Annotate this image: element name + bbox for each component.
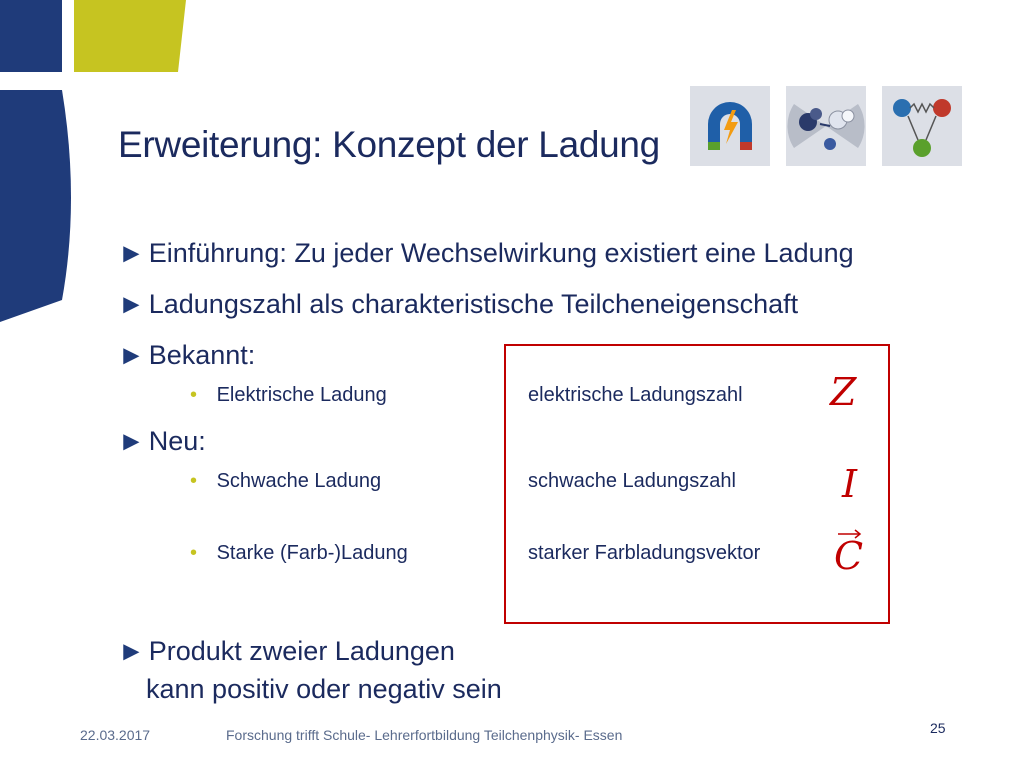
footer-text: Forschung trifft Schule- Lehrerfortbildung Teilchenphysik- Essen <box>226 727 623 743</box>
magnet-icon <box>690 86 770 166</box>
triangle-bullet-icon: ► <box>118 238 145 268</box>
particle-decay-icon <box>882 86 962 166</box>
symbol-i: I <box>842 462 858 506</box>
dot-bullet-icon: • <box>190 470 198 492</box>
particle-interaction-icon <box>786 86 866 166</box>
bullet-product-of-charges: ► Produkt zweier Ladungen <box>118 636 455 666</box>
triangle-bullet-icon: ► <box>118 340 145 370</box>
bullet-introduction: ► Einführung: Zu jeder Wechselwirkung existiert eine Ladung <box>118 238 854 268</box>
bullet-known: ► Bekannt: <box>118 340 256 370</box>
electric-charge-number: elektrische Ladungszahl <box>528 384 743 406</box>
triangle-bullet-icon: ► <box>118 636 145 666</box>
strong-charge-vector: starker Farbladungsvektor <box>528 542 761 564</box>
dot-bullet-icon: • <box>190 384 198 406</box>
slide-title: Erweiterung: Konzept der Ladung <box>118 124 660 165</box>
sub-bullet-electric-charge: • Elektrische Ladung <box>190 384 387 406</box>
dot-bullet-icon: • <box>190 542 198 564</box>
weak-charge-number: schwache Ladungszahl <box>528 470 736 492</box>
footer-date: 22.03.2017 <box>80 727 151 743</box>
triangle-bullet-icon: ► <box>118 426 145 456</box>
sub-bullet-strong-charge: • Starke (Farb-)Ladung <box>190 542 408 564</box>
bullet-charge-number: ► Ladungszahl als charakteristische Teilcheneigenschaft <box>118 289 799 319</box>
bullet-product-of-charges-line2: kann positiv oder negativ sein <box>146 674 502 704</box>
symbol-z: Z <box>830 370 857 414</box>
triangle-bullet-icon: ► <box>118 289 145 319</box>
symbol-c-vector: C <box>832 524 872 584</box>
bullet-new: ► Neu: <box>118 426 206 456</box>
sub-bullet-weak-charge: • Schwache Ladung <box>190 470 382 492</box>
page-number: 25 <box>930 720 946 736</box>
